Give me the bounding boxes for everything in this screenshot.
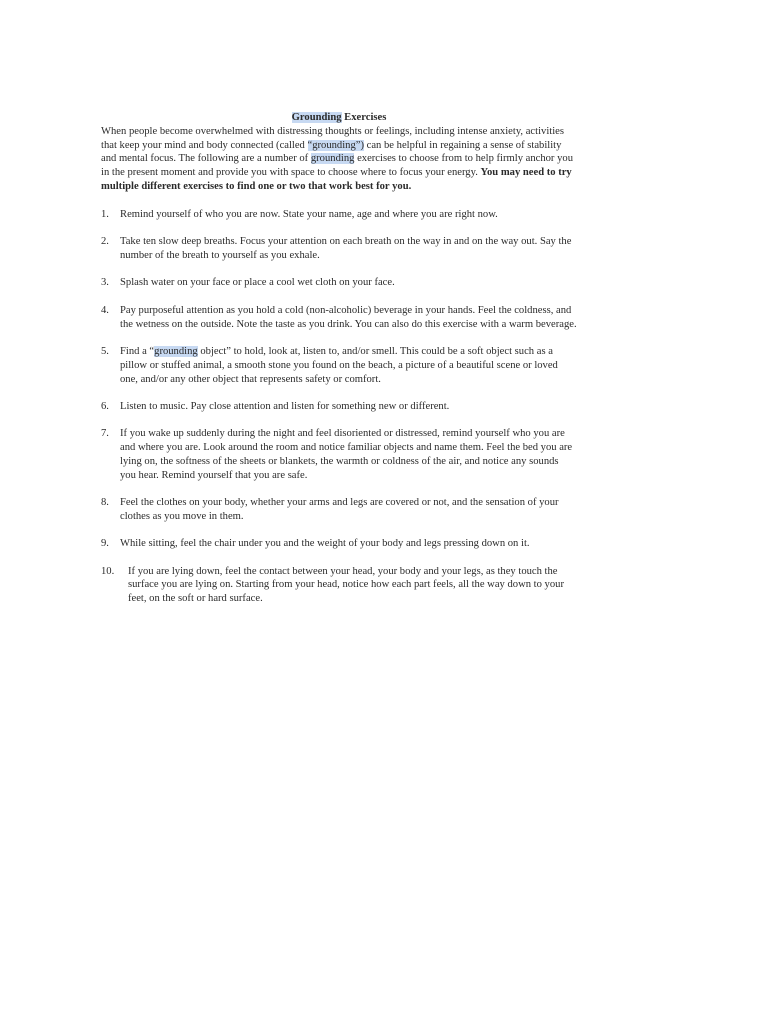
- list-item-text: Take ten slow deep breaths. Focus your attention on each breath on the way in and on the way out. Say the number of the breath to yourself as you exhale.: [120, 236, 572, 261]
- list-item-number: 4.: [101, 304, 109, 316]
- list-item-number: 7.: [101, 428, 109, 440]
- list-item: [101, 276, 577, 290]
- intro-highlight-2: grounding: [310, 153, 355, 165]
- list-item: [101, 208, 577, 222]
- intro-bold-text: You may need to try multiple different exercises to find one or two that work best for you.: [101, 167, 572, 192]
- list-item-number: 3.: [101, 277, 109, 289]
- intro-paragraph: [101, 125, 577, 194]
- list-item-text: While sitting, feel the chair under you and the weight of your body and legs pressing down on it.: [120, 538, 530, 550]
- list-item-number: 10.: [101, 565, 115, 577]
- list-item: [101, 565, 577, 606]
- intro-highlight-1: “grounding”): [307, 139, 364, 151]
- list-item-text: [120, 346, 558, 385]
- list-item-number: 1.: [101, 208, 109, 220]
- list-item: [101, 304, 577, 332]
- list-item-number: 6.: [101, 400, 109, 412]
- list-item-text: Remind yourself of who you are now. State your name, age and where you are right now.: [120, 208, 498, 220]
- list-item: [101, 537, 577, 551]
- list-item: [101, 400, 577, 414]
- list-item-number: 8.: [101, 497, 109, 509]
- list-item-text: Feel the clothes on your body, whether your arms and legs are covered or not, and the sensation of your clothes as you move in them.: [120, 497, 559, 522]
- list-item-text: If you are lying down, feel the contact between your head, your body and your legs, as they touch the surface you are lying on. Starting from your head, notice how each part feels, all the way down to your feet, on the soft or hard surface.: [128, 565, 564, 605]
- page-title: [101, 111, 577, 125]
- list-item: [101, 496, 577, 524]
- list-item: [101, 235, 577, 263]
- list-item-text-after: object” to hold, look at, listen to, and/or smell. This could be a soft object such as a pillow or stuffed animal, a smooth stone you found on the beach, a picture of a beautiful scene or loved one, and/or any other object that represents safety or comfort.: [120, 345, 558, 385]
- list-item-number: 9.: [101, 538, 109, 550]
- list-item-number: 2.: [101, 236, 109, 248]
- list-item-text-before: Find a “: [120, 345, 155, 357]
- list-item-highlight: grounding: [154, 345, 198, 357]
- document-body: [101, 111, 577, 606]
- list-item: [101, 345, 577, 386]
- intro-text-3: exercises to choose from to help firmly anchor you in the present moment and provide you with space to choose where to focus your energy.: [101, 153, 574, 179]
- exercise-list: [101, 208, 577, 606]
- title-rest: Exercises: [341, 112, 387, 123]
- list-item: [101, 427, 577, 482]
- list-item-number: 5.: [101, 345, 109, 357]
- intro-text-1: When people become overwhelmed with distressing thoughts or feelings, including intense anxiety, activities that keep your mind and body connected (called: [101, 125, 564, 151]
- list-item-text: If you wake up suddenly during the night and feel disoriented or distressed, remind yourself who you are and where you are. Look around the room and notice familiar objects and name them. Feel the bed you are lying on, the softness of the sheets or blankets, the warmth or coldness of the air, and notice any sounds you hear. Remind yourself that you are safe.: [120, 428, 573, 481]
- list-item-text: Pay purposeful attention as you hold a cold (non-alcoholic) beverage in your hands. Feel the coldness, and the wetness on the outside. Note the taste as you drink. You can also do this exercise with a warm beverage.: [120, 304, 577, 330]
- list-item-text: Splash water on your face or place a cool wet cloth on your face.: [120, 277, 395, 289]
- list-item-text: Listen to music. Pay close attention and listen for something new or different.: [120, 400, 450, 412]
- intro-text-2: can be helpful in regaining a sense of stability and mental focus. The following are a number of: [101, 139, 562, 165]
- title-highlight: Grounding: [291, 112, 342, 123]
